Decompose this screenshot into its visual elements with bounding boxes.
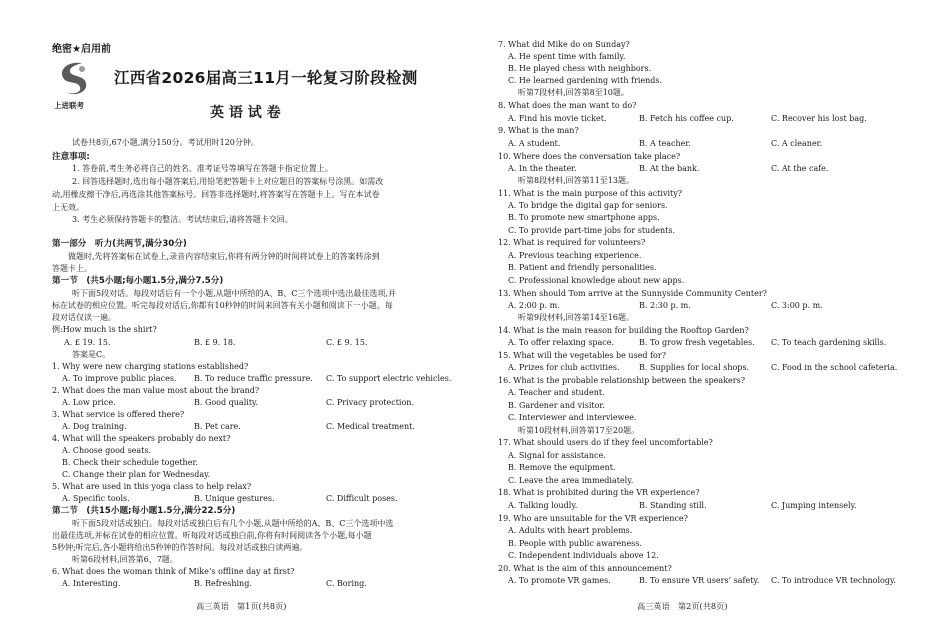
question: 14. What is the main reason for building the Rooftop Garden? xyxy=(498,326,749,335)
section1-desc-line: 标在试卷的相应位置。听完每段对话后,你都有10秒钟的时间来回答有关小题和阅读下一小题。每 xyxy=(52,301,393,310)
option: B. A teacher. xyxy=(639,139,691,148)
option: B. Remove the equipment. xyxy=(508,463,616,472)
option: C. Privacy protection. xyxy=(326,398,414,407)
note-line: 上无效。 xyxy=(52,203,84,212)
option: C. Food in the school cafeteria. xyxy=(771,363,898,372)
page-footer: 高三英语 第1页(共8页) xyxy=(196,601,287,611)
option: B. Supplies for local shops. xyxy=(639,363,750,372)
option: A. Previous teaching experience. xyxy=(508,251,642,260)
note-line: 动,用橡皮擦干净后,再选涂其他答案标号。回答非选择题时,将答案写在答题卡上。写在本试卷 xyxy=(52,190,380,199)
option: A. Teacher and student. xyxy=(508,388,605,397)
question: 9. What is the man? xyxy=(498,126,579,135)
option: B. Check their schedule together. xyxy=(62,458,198,467)
option: C. He learned gardening with friends. xyxy=(508,76,663,85)
option: B. Patient and friendly personalities. xyxy=(508,263,657,272)
question: 4. What will the speakers probably do next? xyxy=(52,434,231,443)
notes-title: 注意事项: xyxy=(52,152,90,162)
exam-title: 江西省2026届高三11月一轮复习阶段检测 xyxy=(114,69,418,87)
page-2 xyxy=(475,0,950,631)
option: A. Dog training. xyxy=(62,422,127,431)
example-answer: 答案是C。 xyxy=(72,350,111,359)
option: A. 2:00 p. m. xyxy=(508,301,560,310)
note-line: 1. 答卷前,考生务必将自己的姓名、准考证号等填写在答题卡指定位置上。 xyxy=(72,164,333,173)
question: 7. What did Mike do on Sunday? xyxy=(498,40,630,49)
option: C. Professional knowledge about new apps. xyxy=(508,276,685,285)
option: B. £ 9. 18. xyxy=(194,338,236,347)
option: B. Unique gestures. xyxy=(194,494,275,503)
option: C. Change their plan for Wednesday. xyxy=(62,470,211,479)
question: 5. What are used in this yoga class to help relax? xyxy=(52,482,252,491)
option: A. He spent time with family. xyxy=(508,52,626,61)
option: A. To improve public places. xyxy=(62,374,177,383)
page-footer: 高三英语 第2页(共8页) xyxy=(637,601,728,611)
example-question: 例:How much is the shirt? xyxy=(52,325,157,334)
option: A. Adults with heart problems. xyxy=(508,526,633,535)
option: C. £ 9. 15. xyxy=(326,338,368,347)
option: A. Specific tools. xyxy=(62,494,130,503)
part1-desc-line: 做题时,先将答案标在试卷上,录音内容结束后,你将有两分钟的时间将试卷上的答案转涂到 xyxy=(68,252,380,261)
option: A. Low price. xyxy=(62,398,116,407)
option: C. 3:00 p. m. xyxy=(771,301,823,310)
material-instruction: 听第9段材料,回答第14至16题。 xyxy=(518,313,634,322)
question: 3. What service is offered there? xyxy=(52,410,185,419)
question: 1. Why were new charging stations established? xyxy=(52,362,249,371)
question: 18. What is prohibited during the VR experience? xyxy=(498,488,700,497)
question: 11. What is the main purpose of this activity? xyxy=(498,189,683,198)
logo-text: 上进联考 xyxy=(54,101,84,110)
question: 16. What is the probable relationship between the speakers? xyxy=(498,376,745,385)
option: C. To provide part-time jobs for students. xyxy=(508,226,676,235)
subject-title: 英 语 试 卷 xyxy=(210,105,281,121)
option: A. Prizes for club activities. xyxy=(508,363,620,372)
question: 19. Who are unsuitable for the VR experience? xyxy=(498,514,688,523)
option: B. Refreshing. xyxy=(194,579,252,588)
section1-title: 第一节 (共5小题;每小题1.5分,满分7.5分) xyxy=(52,276,224,286)
option: B. To grow fresh vegetables. xyxy=(639,338,755,347)
material-instruction: 听第6段材料,回答第6、7题。 xyxy=(72,555,178,564)
option: A. Interesting. xyxy=(62,579,121,588)
section2-desc-line: 听下面5段对话或独白。每段对话或独白后有几个小题,从题中所给的A、B、C三个选项中选 xyxy=(72,519,394,528)
option: C. A cleaner. xyxy=(771,139,823,148)
question: 17. What should users do if they feel uncomfortable? xyxy=(498,438,713,447)
swoosh-logo-icon xyxy=(52,57,96,101)
option: A. Talking loudly. xyxy=(508,501,578,510)
section2-desc-line: 5秒钟;听完后,各小题将给出5秒钟的作答时间。每段对话或独白读两遍。 xyxy=(52,543,308,552)
option: C. To support electric vehicles. xyxy=(326,374,452,383)
option: B. Gardener and visitor. xyxy=(508,401,605,410)
note-line: 2. 回答选择题时,选出每小题答案后,用铅笔把答题卡上对应题目的答案标号涂黑。如需改 xyxy=(72,177,384,186)
option: C. Independent individuals above 12. xyxy=(508,551,659,560)
part1-desc-line: 答题卡上。 xyxy=(52,264,92,273)
section2-desc-line: 出最佳选项,并标在试卷的相应位置。听每段对话或独白前,你将有时间阅读各个小题,每小题 xyxy=(52,531,372,540)
material-instruction: 听第10段材料,回答第17至20题。 xyxy=(518,426,640,435)
question: 20. What is the aim of this announcement? xyxy=(498,564,672,573)
option: B. Good quality. xyxy=(194,398,259,407)
question: 10. Where does the conversation take place? xyxy=(498,152,681,161)
secret-label: 绝密★启用前 xyxy=(52,44,111,55)
section1-desc-line: 听下面5段对话。每段对话后有一个小题,从题中所给的A、B、C三个选项中选出最佳选项,并 xyxy=(72,289,396,298)
question: 2. What does the man value most about the brand? xyxy=(52,386,260,395)
option: A. To bridge the digital gap for seniors. xyxy=(508,201,668,210)
option: B. Fetch his coffee cup. xyxy=(639,114,734,123)
option: B. To ensure VR users’ safety. xyxy=(639,576,760,585)
option: C. At the cafe. xyxy=(771,164,829,173)
option: A. Choose good seats. xyxy=(62,446,152,455)
note-line: 3. 考生必须保持答题卡的整洁。考试结束后,请将答题卡交回。 xyxy=(72,215,293,224)
option: A. In the theater. xyxy=(508,164,577,173)
option: C. Interviewer and interviewee. xyxy=(508,413,637,422)
option: C. To introduce VR technology. xyxy=(771,576,896,585)
exam-intro: 试卷共8页,67小题,满分150分。考试用时120分钟。 xyxy=(72,138,259,147)
option: B. To reduce traffic pressure. xyxy=(194,374,313,383)
option: A. To promote VR games. xyxy=(508,576,611,585)
option: B. At the bank. xyxy=(639,164,700,173)
option: C. Jumping intensely. xyxy=(771,501,857,510)
option: B. He played chess with neighbors. xyxy=(508,64,652,73)
option: C. Recover his lost bag. xyxy=(771,114,867,123)
material-instruction: 听第7段材料,回答第8至10题。 xyxy=(518,88,629,97)
option: B. Pet care. xyxy=(194,422,241,431)
option: A. Signal for assistance. xyxy=(508,451,606,460)
option: A. A student. xyxy=(508,139,561,148)
question: 13. When should Tom arrive at the Sunnyside Community Center? xyxy=(498,289,767,298)
option: B. 2:30 p. m. xyxy=(639,301,691,310)
question: 8. What does the man want to do? xyxy=(498,101,637,110)
option: B. To promote new smartphone apps. xyxy=(508,213,660,222)
option: C. Medical treatment. xyxy=(326,422,415,431)
section2-title: 第二节 (共15小题;每小题1.5分,满分22.5分) xyxy=(52,506,236,516)
material-instruction: 听第8段材料,回答第11至13题。 xyxy=(518,176,634,185)
section1-desc-line: 段对话仅读一遍。 xyxy=(52,313,116,322)
option: B. Standing still. xyxy=(639,501,707,510)
question: 15. What will the vegetables be used for? xyxy=(498,351,666,360)
option: A. £ 19. 15. xyxy=(64,338,111,347)
option: A. To offer relaxing space. xyxy=(508,338,615,347)
part1-title: 第一部分 听力(共两节,满分30分) xyxy=(52,239,187,249)
option: B. People with public awareness. xyxy=(508,539,642,548)
option: C. To teach gardening skills. xyxy=(771,338,887,347)
option: C. Difficult poses. xyxy=(326,494,398,503)
question: 12. What is required for volunteers? xyxy=(498,238,646,247)
option: A. Find his movie ticket. xyxy=(508,114,607,123)
option: C. Boring. xyxy=(326,579,367,588)
question: 6. What does the woman think of Mike’s offline day at first? xyxy=(52,567,295,576)
option: C. Leave the area immediately. xyxy=(508,476,634,485)
